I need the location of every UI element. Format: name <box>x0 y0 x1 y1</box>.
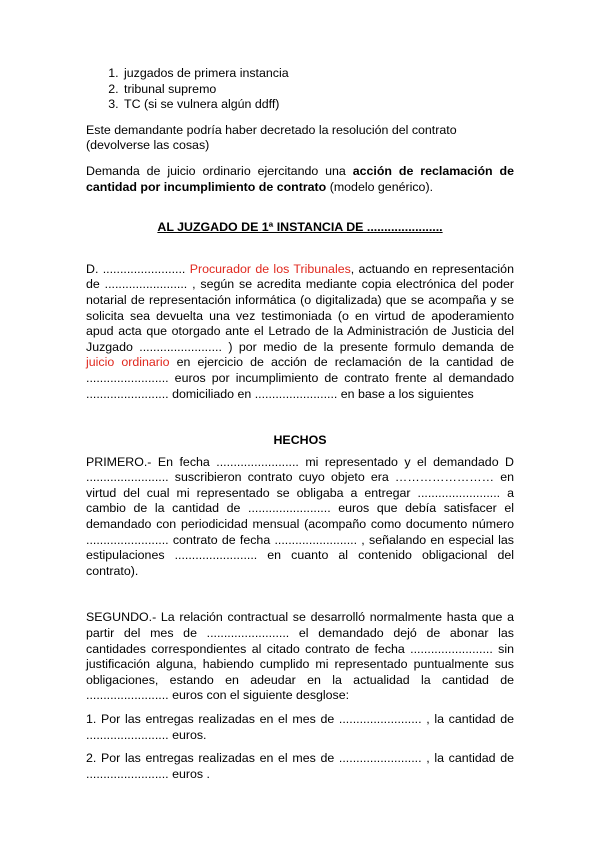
list-item: 2. tribunal supremo <box>122 82 514 98</box>
document-title: AL JUZGADO DE 1ª INSTANCIA DE ...................... <box>157 220 443 235</box>
document-page <box>86 66 514 782</box>
intro-text-a: D. ........................ <box>86 261 190 276</box>
demanda-text-post: (modelo genérico). <box>326 179 434 194</box>
desglose-item-1: 1. Por las entregas realizadas en el mes de ........................ , la cantidad de ........................ euros. <box>86 712 514 742</box>
list-item: 1. juzgados de primera instancia <box>122 66 514 82</box>
demandante-paragraph: Este demandante podría haber decretado la resolución del contrato (devolverse las cosas) <box>86 122 457 153</box>
primero-paragraph: PRIMERO.- En fecha ........................ mi representado y el demandado D ........................ suscribieron contrato cuyo objeto era …………………… en virtud del cual mi representado se obligaba a entregar ........................ a cambio de la cantidad de ........................ euros que debía satisfacer el demandado con periodicidad mensual (acompaño como documento número ........................ contrato de fecha ........................ , señalando en especial las estipulaciones ........................ en cuanto al contenido obligacional del contrato). <box>86 454 514 578</box>
list-item: 3. TC (si se vulnera algún ddff) <box>122 97 514 113</box>
juicio-ordinario-highlight: juicio ordinario <box>86 355 170 370</box>
instances-list <box>86 66 514 113</box>
segundo-paragraph: SEGUNDO.- La relación contractual se desarrolló normalmente hasta que a partir del mes de ........................ el demandado dejó de abonar las cantidades correspondientes al citado contrato de fecha ........................ sin justificación alguna, habiendo cumplido mi representado puntualmente sus obligaciones, estando en adeudar en la actualidad la cantidad de ........................ euros con el siguiente desglose: <box>86 610 514 703</box>
demanda-text-pre: Demanda de juicio ordinario ejercitando una <box>86 163 353 178</box>
procurador-highlight: Procurador de los Tribunales <box>189 261 351 276</box>
intro-paragraph <box>86 262 514 402</box>
intro-text-c: en ejercicio de acción de reclamación de la cantidad de ........................ euros por incumplimiento de contrato frente al demandado ........................ domiciliado en ........................ en base a los siguientes <box>86 355 514 401</box>
hechos-heading: HECHOS <box>273 433 327 448</box>
demanda-paragraph <box>86 164 514 195</box>
desglose-item-2: 2. Por las entregas realizadas en el mes de ........................ , la cantidad de ........................ euros . <box>86 751 514 781</box>
intro-text-b: , actuando en representación de ........................ , según se acredita mediante copia electrónica del poder notarial de representación informática (o digitalizada) que se acompaña y se solicita sea devuelta una vez testimoniada (o en virtud de apoderamiento apud acta que otorgado ante el Letrado de la Administración de Justicia del Juzgado ........................ ) por medio de la presente formulo demanda de <box>86 261 514 354</box>
demanda-text-bold: acción de reclamación de cantidad por incumplimiento de contrato <box>86 163 514 194</box>
